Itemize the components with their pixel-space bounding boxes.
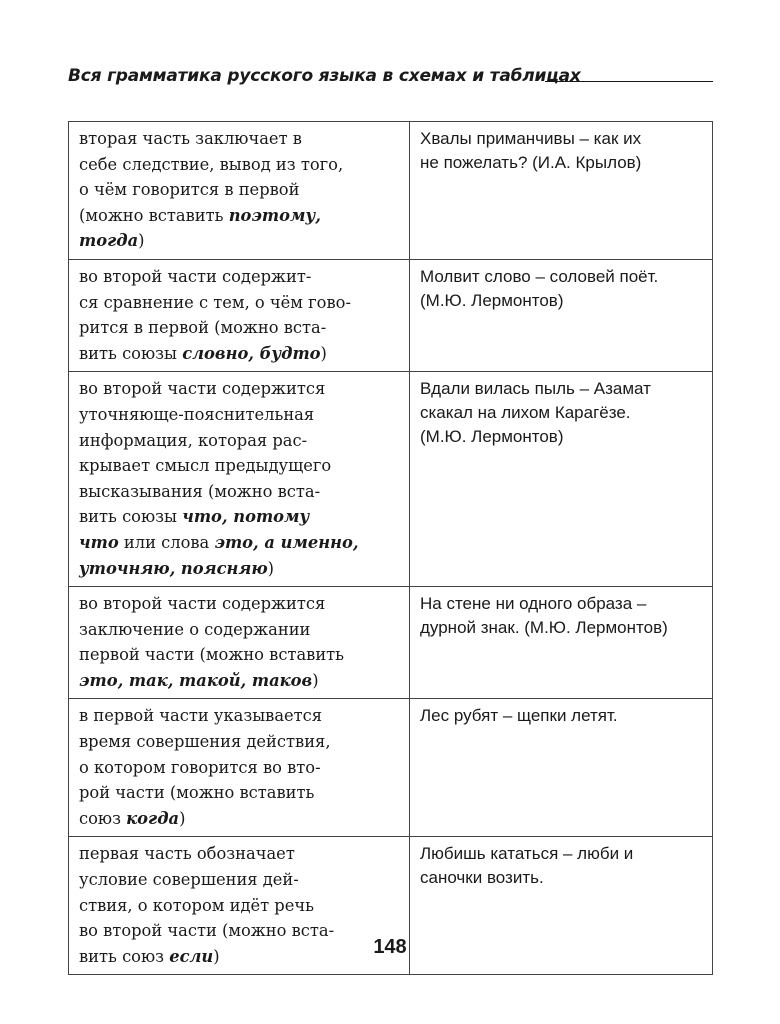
rule-text: во второй части содержится bbox=[79, 379, 326, 399]
table-row bbox=[69, 587, 713, 699]
header-rule bbox=[545, 81, 713, 82]
rule-line bbox=[79, 341, 401, 367]
rule-text: крывает смысл предыдущего bbox=[79, 456, 332, 476]
example-line: На стене ни одного образа – bbox=[420, 594, 647, 614]
rule-text: ствия, о котором идёт речь bbox=[79, 895, 314, 915]
rule-text: условие совершения дей- bbox=[79, 870, 299, 890]
rule-text: ) bbox=[213, 946, 220, 966]
rule-line bbox=[79, 152, 401, 178]
rule-line bbox=[79, 841, 401, 867]
rule-text: ) bbox=[179, 808, 186, 828]
rule-line bbox=[79, 642, 401, 668]
example-line: (М.Ю. Лермонтов) bbox=[420, 290, 564, 310]
rule-line bbox=[79, 264, 401, 290]
rule-line bbox=[79, 402, 401, 428]
example-cell bbox=[410, 587, 713, 699]
rule-cell bbox=[69, 372, 410, 587]
rule-cell bbox=[69, 587, 410, 699]
rules-table bbox=[68, 121, 713, 975]
rule-line bbox=[79, 729, 401, 755]
example-line: Любишь кататься – люби и bbox=[420, 844, 634, 864]
rule-line bbox=[79, 893, 401, 919]
rule-text: во второй части (можно вста- bbox=[79, 921, 335, 941]
rule-text: о чём говорится в первой bbox=[79, 180, 300, 200]
rule-line bbox=[79, 556, 401, 582]
rule-keyword: тогда bbox=[79, 231, 139, 251]
rule-text: ) bbox=[312, 670, 319, 690]
rule-line bbox=[79, 290, 401, 316]
rule-keyword: что, потому bbox=[182, 507, 310, 527]
example-cell bbox=[410, 372, 713, 587]
rule-line bbox=[79, 453, 401, 479]
rule-line bbox=[79, 479, 401, 505]
page-number: 148 bbox=[373, 936, 407, 958]
rule-keyword: поэтому, bbox=[228, 205, 321, 225]
rule-text: рой части (можно вставить bbox=[79, 783, 315, 803]
rule-text: вторая часть заключает в bbox=[79, 129, 302, 148]
rule-line bbox=[79, 591, 401, 617]
rule-line bbox=[79, 780, 401, 806]
rule-keyword: словно, будто bbox=[182, 343, 321, 363]
rule-line bbox=[79, 617, 401, 643]
rule-text: первой части (можно вставить bbox=[79, 645, 345, 665]
rule-text: высказывания (можно вста- bbox=[79, 481, 321, 501]
rule-line bbox=[79, 376, 401, 402]
rule-text: ) bbox=[138, 231, 145, 251]
rule-line bbox=[79, 504, 401, 530]
rule-line bbox=[79, 177, 401, 203]
rule-text: время совершения действия, bbox=[79, 732, 331, 752]
rule-text: вить союзы bbox=[79, 507, 183, 527]
example-line: дурной знак. (М.Ю. Лермонтов) bbox=[420, 618, 668, 638]
rule-line bbox=[79, 806, 401, 832]
rule-text: или слова bbox=[118, 532, 215, 552]
rule-line bbox=[79, 867, 401, 893]
rule-text: первая часть обозначает bbox=[79, 844, 295, 864]
rule-text: о котором говорится во вто- bbox=[79, 757, 321, 777]
rule-text: вить союз bbox=[79, 946, 170, 966]
example-line: скакал на лихом Карагёзе. bbox=[420, 403, 631, 423]
rule-cell bbox=[69, 699, 410, 837]
running-header bbox=[68, 62, 713, 90]
rule-text: себе следствие, вывод из того, bbox=[79, 154, 344, 174]
rule-line bbox=[79, 228, 401, 254]
example-cell bbox=[410, 699, 713, 837]
rule-keyword: когда bbox=[126, 808, 180, 828]
rule-keyword: это, а именно, bbox=[214, 532, 359, 552]
example-line: Молвит слово – соловей поёт. bbox=[420, 266, 659, 286]
rule-text: во второй части содержится bbox=[79, 594, 326, 614]
rule-keyword: если bbox=[169, 946, 214, 966]
rule-line bbox=[79, 428, 401, 454]
example-cell bbox=[410, 259, 713, 371]
rule-text: ) bbox=[267, 558, 274, 578]
book-title: Вся грамматика русского языка в схемах и таблицах bbox=[68, 66, 581, 86]
example-line: саночки возить. bbox=[420, 868, 544, 888]
rule-text: рится в первой (можно вста- bbox=[79, 318, 327, 338]
rule-text: во второй части содержит- bbox=[79, 266, 312, 286]
rule-keyword: что bbox=[79, 532, 119, 552]
example-line: не пожелать? (И.А. Крылов) bbox=[420, 153, 642, 172]
table-row bbox=[69, 372, 713, 587]
example-cell bbox=[410, 122, 713, 260]
table-row bbox=[69, 259, 713, 371]
rule-line bbox=[79, 315, 401, 341]
rules-table-body bbox=[69, 122, 713, 975]
rule-text: в первой части указывается bbox=[79, 706, 323, 726]
table-row bbox=[69, 122, 713, 260]
rule-line bbox=[79, 530, 401, 556]
rule-text: информация, которая рас- bbox=[79, 430, 308, 450]
rule-text: ) bbox=[320, 343, 327, 363]
example-line: Хвалы приманчивы – как их bbox=[420, 129, 642, 148]
rule-text: уточняюще-пояснительная bbox=[79, 404, 315, 424]
rule-text: (можно вставить bbox=[79, 205, 229, 225]
example-line: (М.Ю. Лермонтов) bbox=[420, 427, 564, 447]
rule-text: ся сравнение с тем, о чём гово- bbox=[79, 292, 351, 312]
table-row bbox=[69, 699, 713, 837]
rule-cell bbox=[69, 122, 410, 260]
rule-text: заключение о содержании bbox=[79, 619, 311, 639]
example-line: Лес рубят – щепки летят. bbox=[420, 706, 618, 726]
example-line: Вдали вилась пыль – Азамат bbox=[420, 379, 651, 399]
rule-keyword: это, так, такой, таков bbox=[79, 670, 313, 690]
rule-line bbox=[79, 126, 401, 152]
rule-line bbox=[79, 755, 401, 781]
rule-cell bbox=[69, 259, 410, 371]
rule-text: вить союзы bbox=[79, 343, 183, 363]
rule-text: союз bbox=[79, 808, 127, 828]
rule-line bbox=[79, 668, 401, 694]
rule-keyword: уточняю, поясняю bbox=[79, 558, 268, 578]
rule-line bbox=[79, 203, 401, 229]
rule-line bbox=[79, 703, 401, 729]
